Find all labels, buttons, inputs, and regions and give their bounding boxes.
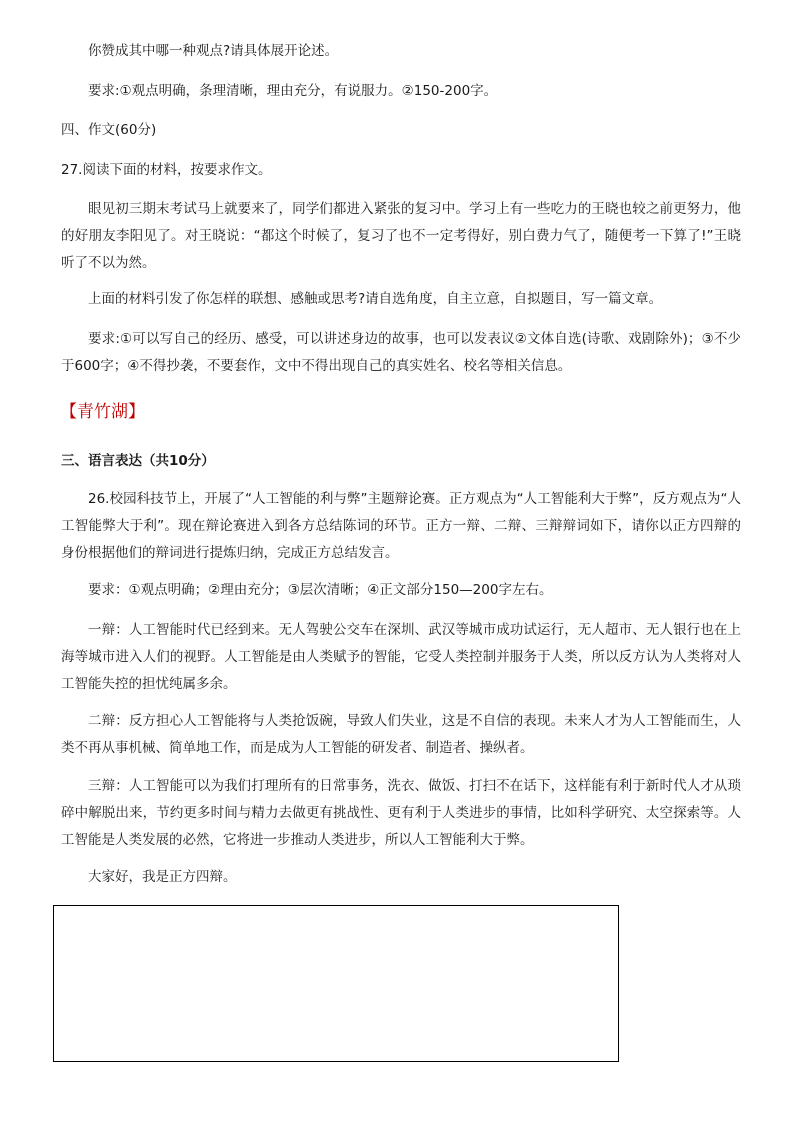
- debater-1-speech: 一辩：人工智能时代已经到来。无人驾驶公交车在深圳、武汉等城市成功试运行，无人超市、无人银行也在上海等城市进入人们的视野。人工智能是由人类赋予的智能，它受人类控制并服务于人类，所以反方认为人类将对人工智能失控的担忧纯属多余。: [61, 622, 741, 692]
- section-heading-language-expression: 三、语言表达（共10分）: [61, 453, 215, 469]
- question-26-requirements: 要求：①观点明确；②理由充分；③层次清晰；④正文部分150—200字左右。: [88, 582, 553, 598]
- debater-4-greeting: 大家好，我是正方四辩。: [88, 869, 237, 885]
- composition-prompt: 上面的材料引发了你怎样的联想、感触或思考?请自选角度，自主立意，自拟题目，写一篇文章。: [88, 291, 663, 307]
- question-27-heading: 27.阅读下面的材料，按要求作文。: [61, 162, 272, 178]
- question-requirements: 要求:①观点明确，条理清晰，理由充分，有说服力。②150-200字。: [88, 83, 498, 99]
- composition-material: 眼见初三期末考试马上就要来了，同学们都进入紧张的复习中。学习上有一些吃力的王晓也较之前更努力，他的好朋友李阳见了。对王晓说：“都这个时候了，复习了也不一定考得好，别白费力气了，随便考一下算了!”王晓听了不以为然。: [61, 201, 741, 271]
- debater-3-speech: 三辩：人工智能可以为我们打理所有的日常事务，洗衣、做饭、打扫不在话下，这样能有利于新时代人才从琐碎中解脱出来，节约更多时间与精力去做更有挑战性、更有利于人类进步的事情，比如科学研究、太空探索等。人工智能是人类发展的必然，它将进一步推动人类进步，所以人工智能利大于弊。: [61, 778, 741, 848]
- answer-box[interactable]: [53, 905, 619, 1062]
- debater-2-speech: 二辩：反方担心人工智能将与人类抢饭碗，导致人们失业，这是不自信的表现。未来人才为人工智能而生，人类不再从事机械、简单地工作，而是成为人工智能的研发者、制造者、操纵者。: [61, 713, 741, 756]
- question-prompt-text: 你赞成其中哪一种观点?请具体展开论述。: [88, 43, 339, 59]
- school-section-tag: 【青竹湖】: [60, 402, 145, 422]
- composition-requirements: 要求:①可以写自己的经历、感受，可以讲述身边的故事，也可以发表议②文体自选(诗歌、戏剧除外)；③不少于600字；④不得抄袭，不要套作，文中不得出现自己的真实姓名、校名等相关信息。: [61, 331, 741, 374]
- section-heading-composition: 四、作文(60分): [61, 122, 157, 138]
- question-26-text: 26.校园科技节上，开展了“人工智能的利与弊”主题辩论赛。正方观点为“人工智能利大于弊”，反方观点为“人工智能弊大于利”。现在辩论赛进入到各方总结陈词的环节。正方一辩、二辩、三辩辩词如下，请你以正方四辩的身份根据他们的辩词进行提炼归纳，完成正方总结发言。: [61, 491, 741, 561]
